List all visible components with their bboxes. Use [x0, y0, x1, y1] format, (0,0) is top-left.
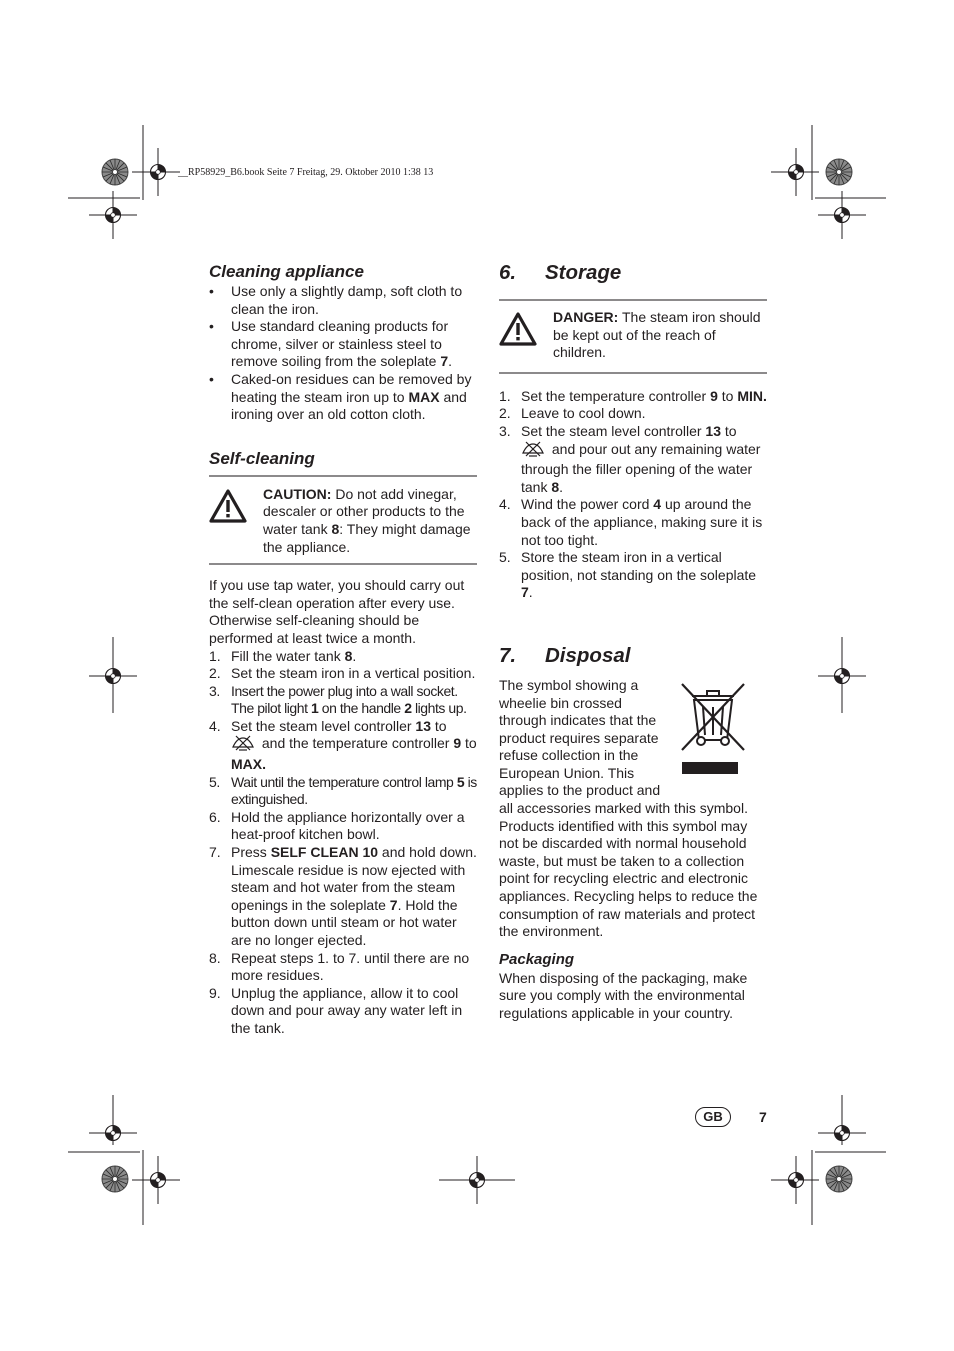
warning-triangle-icon — [499, 309, 553, 351]
step-number: 8. — [209, 949, 221, 966]
step-number: 1. — [209, 647, 221, 664]
packaging-heading: Packaging — [499, 950, 575, 968]
danger-box — [499, 299, 767, 374]
cleaning-heading: Cleaning appliance — [209, 262, 364, 281]
step-item: 2. Set the steam iron in a vertical position. — [209, 665, 476, 682]
storage-heading: 6. Storage — [499, 261, 622, 284]
disposal-body — [499, 677, 767, 941]
self-cleaning-heading: Self-cleaning — [209, 448, 315, 468]
steam-level-icon — [231, 735, 255, 756]
disposal-heading: 7. Disposal — [499, 643, 631, 667]
step-number: 7. — [209, 844, 221, 861]
step-number: 4. — [209, 717, 221, 734]
step-item: 1. Fill the water tank 8. — [209, 647, 357, 664]
steam-level-icon — [521, 441, 545, 462]
left-column — [209, 261, 477, 1038]
step-number: 5. — [209, 773, 220, 790]
step-item: 9. Unplug the appliance, allow it to cool down and pour away any water left in the tank. — [209, 984, 463, 1036]
list-item: • Use standard cleaning products for chrome, silver or stainless steel to remove soiling from the soleplate 7. — [209, 318, 477, 371]
step-item: 5. Store the steam iron in a vertical position, not standing on the soleplate 7. — [499, 549, 757, 601]
step-item: 4. Wind the power cord 4 up around the back of the appliance, making sure it is not too tight. — [499, 496, 763, 548]
step-number: 6. — [209, 808, 221, 825]
page-number: 7 — [759, 1109, 767, 1125]
step-item: 2. Leave to cool down. — [499, 405, 646, 422]
packaging-text: When disposing of the packaging, make sure you comply with the environmental regulations applicable in your country. — [499, 969, 748, 1021]
storage-steps — [499, 388, 767, 602]
right-column — [499, 260, 767, 1023]
step-number: 2. — [499, 405, 511, 422]
list-item: • Caked-on residues can be removed by heating the steam iron up to MAX and ironing over an old cotton cloth. — [209, 371, 477, 424]
cleaning-list — [209, 283, 477, 424]
weee-bin-icon — [672, 680, 754, 780]
step-item: 3. Set the steam level controller 13 to and pour out any remaining water through the filler opening of the water tank 8. — [499, 422, 761, 495]
step-number: 3. — [499, 422, 511, 439]
step-number: 4. — [499, 496, 511, 513]
step-item: 4. Set the steam level controller 13 to and the temperature controller 9 to MAX. — [209, 717, 477, 773]
print-header: __RP58929_B6.book Seite 7 Freitag, 29. Oktober 2010 1:38 13 — [178, 167, 434, 178]
step-number: 1. — [499, 387, 511, 404]
self-cleaning-steps — [209, 648, 477, 1038]
warning-triangle-icon — [209, 486, 263, 528]
list-item: • Use only a slightly damp, soft cloth to clean the iron. — [209, 283, 477, 318]
danger-text: DANGER: The steam iron should be kept out of the reach of children. — [553, 309, 761, 361]
step-item: 8. Repeat steps 1. to 7. until there are no more residues. — [209, 949, 470, 984]
self-cleaning-intro: If you use tap water, you should carry out the self-clean operation after every use. Otherwise self-cleaning should be performed at least twice a month. — [209, 577, 465, 646]
caution-box — [209, 475, 477, 565]
step-item: 7. Press SELF CLEAN 10 and hold down. Limescale residue is now ejected with steam and hot water from the steam openings in the soleplate 7. Hold the button down until steam or hot water are no longer ejected. — [209, 844, 477, 948]
step-number: 5. — [499, 549, 511, 566]
step-item: 6. Hold the appliance horizontally over a heat-proof kitchen bowl. — [209, 808, 465, 843]
step-number: 3. — [209, 682, 220, 699]
step-number: 2. — [209, 665, 221, 682]
step-item: 3. Insert the power plug into a wall socket. The pilot light 1 on the handle 2 lights up. — [209, 682, 467, 717]
step-number: 9. — [209, 984, 221, 1001]
language-badge: GB — [695, 1107, 731, 1127]
step-item: 1. Set the temperature controller 9 to MIN. — [499, 387, 767, 404]
step-item: 5. Wait until the temperature control lamp 5 is extinguished. — [209, 773, 477, 808]
caution-text: CAUTION: Do not add vinegar, descaler or other products to the water tank 8: They might damage the appliance. — [263, 485, 471, 555]
disposal-text: The symbol showing a wheelie bin crossed through indicates that the product requires separate refuse collection in the European Union. This applies to the product and all accessories marked with this symbol. Products identified with this symbol may not be discarded with normal household waste, but must be taken to a collection point for recycling electric and electronic appliances. Recycling helps to reduce the consumption of raw materials and protect the environment. — [499, 676, 758, 940]
